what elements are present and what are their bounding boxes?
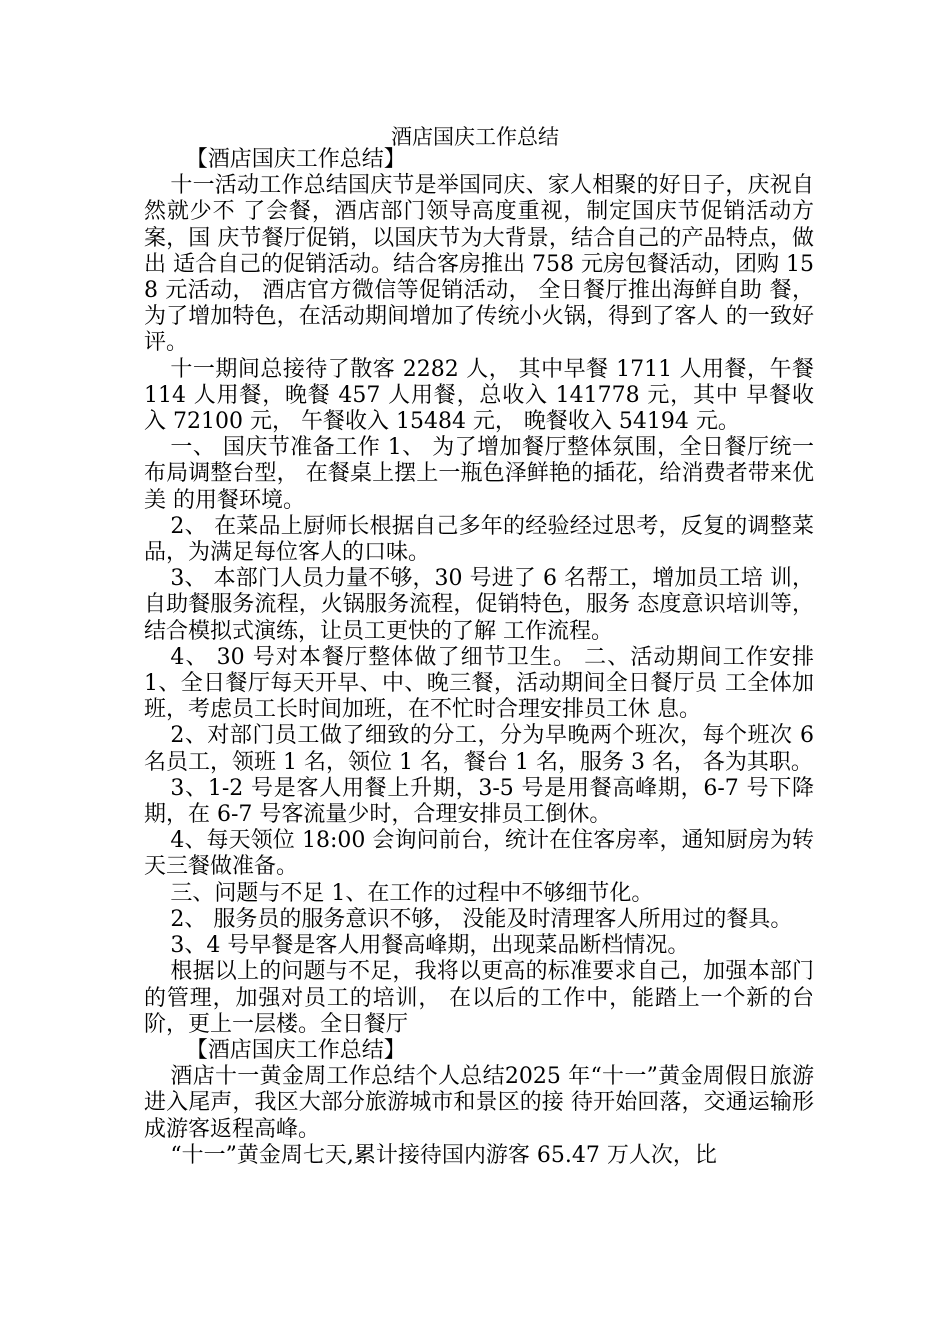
paragraph: 4、 30 号对本餐厅整体做了细节卫生。 二、活动期间工作安排 1、全日餐厅每天开早、中、晚三餐，活动期间全日餐厅员 工全体加班，考虑员工长时间加班，在不忙时合理安排员工休 息。 — [144, 644, 814, 723]
paragraph: 3、 本部门人员力量不够，30 号进了 6 名帮工，增加员工培 训，自助餐服务流程，火锅服务流程，促销特色，服务 态度意识培训等，结合模拟式演练，让员工更快的了解 工作流程。 — [144, 566, 814, 644]
paragraph: 根据以上的问题与不足，我将以更高的标准要求自己，加强本部门的管理，加强对员工的培训， 在以后的工作中，能踏上一个新的台阶，更上一层楼。全日餐厅 — [144, 959, 814, 1037]
paragraph: 酒店十一黄金周工作总结个人总结2025 年“十一”黄金周假日旅游进入尾声，我区大部分旅游城市和景区的接 待开始回落，交通运输形成游客返程高峰。 — [144, 1064, 814, 1142]
paragraph: “十一”黄金周七天,累计接待国内游客 65.47 万人次，比 — [170, 1142, 717, 1168]
paragraph: 2、 服务员的服务意识不够， 没能及时清理客人所用过的餐具。 — [170, 906, 793, 932]
section-heading: 【酒店国庆工作总结】 — [185, 1037, 406, 1063]
paragraph: 十一期间总接待了散客 2282 人， 其中早餐 1711 人用餐，午餐 114 人用餐，晚餐 457 人用餐，总收入 141778 元，其中 早餐收入 72100 元， 午餐收入 15484 元， 晚餐收入 54194 元。 — [144, 356, 814, 435]
paragraph: 十一活动工作总结国庆节是举国同庆、家人相聚的好日子，庆祝自然就少不 了会餐，酒店部门领导高度重视，制定国庆节促销活动方案，国 庆节餐厅促销，以国庆节为大背景，结合自己的产品特点，做出 适合自己的促销活动。结合客房推出 758 元房包餐活动，团购 158 元活动， 酒店官方微信等促销活动， 全日餐厅推出海鲜自助 餐，为了增加特色，在活动期间增加了传统小火锅，得到了客人 的一致好评。 — [144, 173, 814, 356]
paragraph: 2、 在菜品上厨师长根据自己多年的经验经过思考，反复的调整菜品，为满足每位客人的口味。 — [144, 513, 814, 566]
document-body — [144, 147, 814, 1169]
paragraph: 2、对部门员工做了细致的分工，分为早晚两个班次，每个班次 6 名员工，领班 1 名，领位 1 名，餐台 1 名，服务 3 名， 各为其职。 — [144, 723, 814, 775]
paragraph: 三、问题与不足 1、在工作的过程中不够细节化。 — [170, 880, 654, 906]
paragraph: 3、1-2 号是客人用餐上升期，3-5 号是用餐高峰期，6-7 号下降期，在 6-7 号客流量少时，合理安排员工倒休。 — [144, 775, 814, 828]
paragraph: 一、 国庆节准备工作 1、 为了增加餐厅整体氛围，全日餐厅统一布局调整台型， 在餐桌上摆上一瓶色泽鲜艳的插花，给消费者带来优美 的用餐环境。 — [144, 435, 814, 513]
paragraph: 3、4 号早餐是客人用餐高峰期，出现菜品断档情况。 — [170, 933, 690, 959]
paragraph: 4、每天领位 18:00 会询问前台，统计在住客房率，通知厨房为转天三餐做准备。 — [144, 828, 814, 880]
section-heading: 【酒店国庆工作总结】 — [185, 147, 406, 172]
document-title: 酒店国庆工作总结 — [391, 125, 559, 149]
